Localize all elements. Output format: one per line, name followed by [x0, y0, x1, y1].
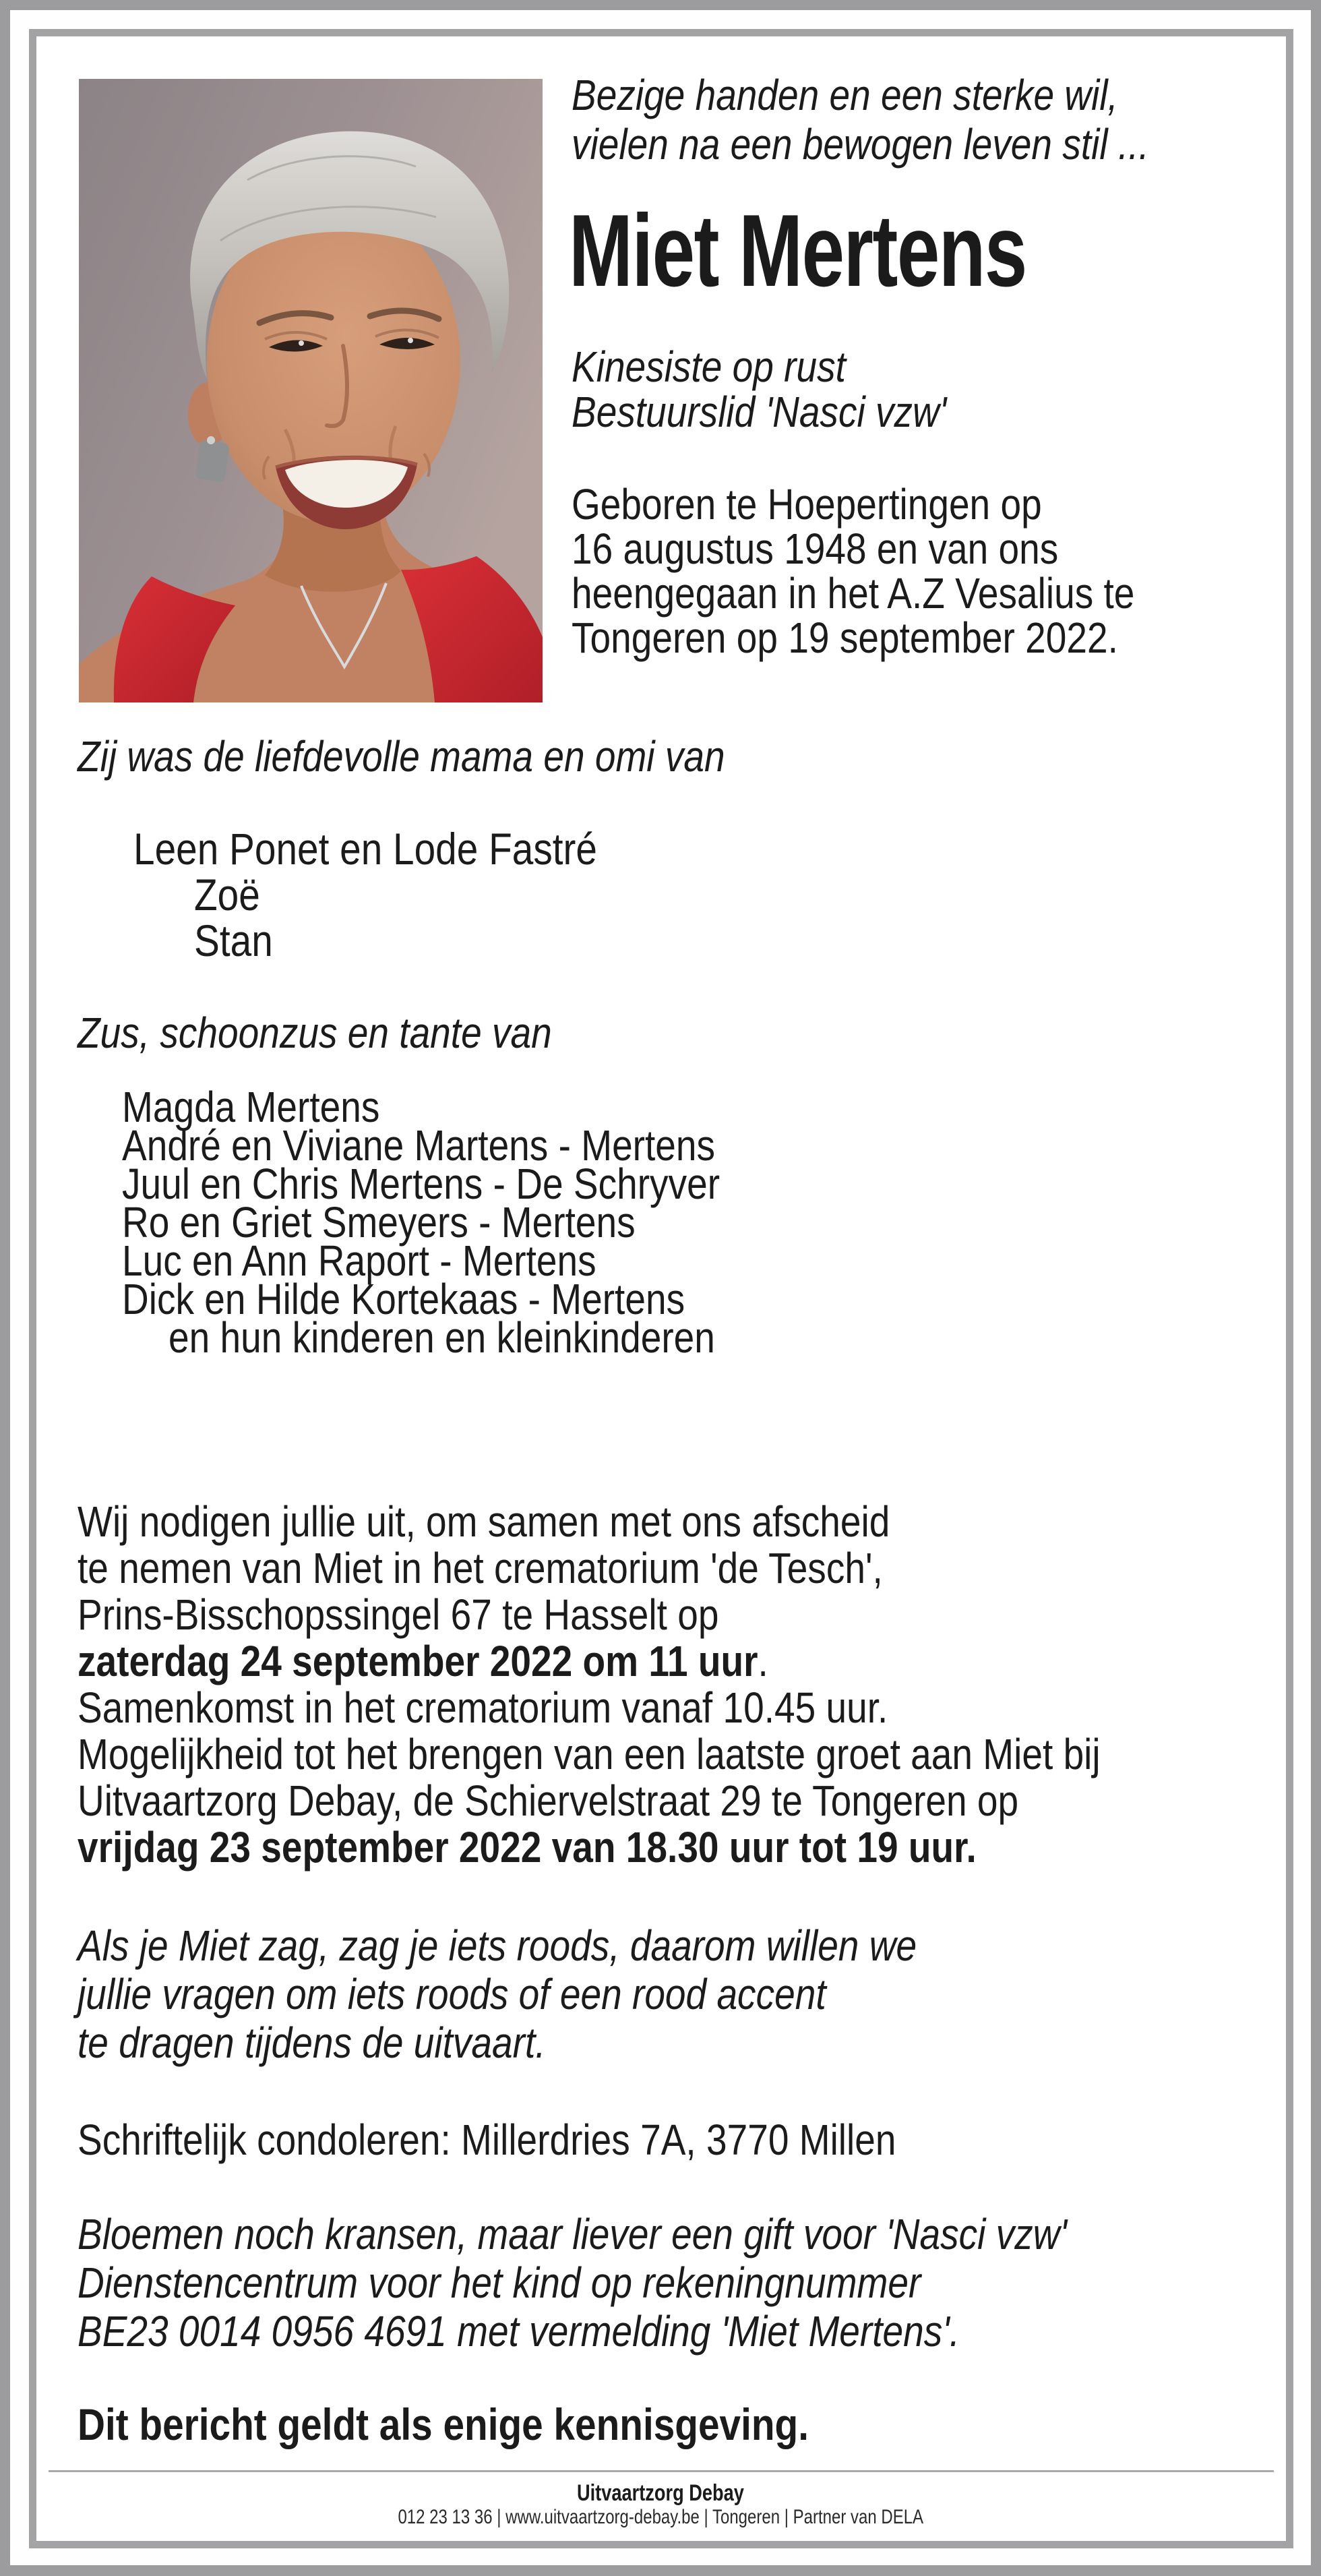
visitation-date-bold: vrijdag 23 september 2022 van 18.30 uur tot 19 uur.	[78, 1823, 977, 1871]
sibling-line-6: Dick en Hilde Kortekaas - Mertens	[122, 1275, 685, 1323]
siblings-list	[122, 1083, 817, 1362]
child-line-2: Zoë	[194, 870, 260, 920]
condolence-line: Schriftelijk condoleren: Millerdries 7A, 3770 Millen	[78, 2116, 896, 2164]
ceremony-line-6: Mogelijkheid tot het brengen van een laatste groet aan Miet bij	[78, 1730, 1101, 1778]
memorial-quote	[572, 71, 1243, 169]
list-item	[133, 872, 673, 918]
portrait-photo	[79, 79, 543, 702]
portrait-illustration	[79, 79, 543, 702]
ceremony-date-suffix: .	[758, 1637, 768, 1685]
sibling-line-7: en hun kinderen en kleinkinderen	[168, 1313, 715, 1362]
red-request-line-2: jullie vragen om iets roods of een rood accent	[78, 1970, 826, 2018]
list-item	[133, 826, 673, 872]
donation-line-1: Bloemen noch kransen, maar liever een gift voor 'Nasci vzw'	[78, 2210, 1067, 2258]
sibling-line-5: Luc en Ann Raport - Mertens	[122, 1236, 596, 1285]
funeral-home-contact: 012 23 13 36 | www.uitvaartzorg-debay.be | Tongeren | Partner van DELA	[398, 2506, 923, 2528]
life-line-2: 16 augustus 1948 en van ons	[572, 525, 1059, 573]
child-line-1: Leen Ponet en Lode Fastré	[133, 824, 597, 874]
memorial-quote-line-1: Bezige handen en een sterke wil,	[572, 71, 1118, 119]
donation-line-2: Dienstencentrum voor het kind op rekeningnummer	[78, 2258, 921, 2307]
sibling-line-2: André en Viviane Martens - Mertens	[122, 1121, 716, 1170]
footer-divider	[49, 2470, 1274, 2472]
only-notice-statement	[78, 2401, 928, 2448]
red-request-line-1: Als je Miet zag, zag je iets roods, daarom willen we	[78, 1921, 917, 1970]
ceremony-line-1: Wij nodigen jullie uit, om samen met ons afscheid	[78, 1497, 890, 1546]
life-dates	[572, 482, 1226, 660]
ceremony-line-2: te nemen van Miet in het crematorium 'de Tesch',	[78, 1544, 883, 1592]
child-line-3: Stan	[194, 916, 273, 965]
list-item	[122, 1313, 817, 1362]
only-notice-text: Dit bericht geldt als enige kennisgeving.	[78, 2399, 809, 2449]
mama-intro-text: Zij was de liefdevolle mama en omi van	[78, 732, 725, 781]
list-item	[133, 918, 673, 963]
deceased-name: Miet Mertens	[569, 193, 1026, 308]
children-list	[133, 826, 673, 963]
life-line-3: heengegaan in het A.Z Vesalius te	[572, 569, 1135, 618]
role-kinesiste: Kinesiste op rust	[572, 342, 846, 391]
mama-intro	[78, 733, 830, 780]
sibling-line-4: Ro en Griet Smeyers - Mertens	[122, 1198, 636, 1247]
deceased-roles	[572, 342, 1008, 436]
siblings-intro-text: Zus, schoonzus en tante van	[78, 1009, 552, 1057]
funeral-home-footer	[36, 2481, 1285, 2528]
ceremony-details	[78, 1499, 1267, 1871]
deceased-name-block	[569, 193, 1179, 308]
sibling-line-1: Magda Mertens	[122, 1083, 380, 1131]
life-line-4: Tongeren op 19 september 2022.	[572, 613, 1118, 662]
ceremony-line-7: Uitvaartzorg Debay, de Schiervelstraat 29 te Tongeren op	[78, 1776, 1019, 1825]
role-bestuurslid: Bestuurslid 'Nasci vzw'	[572, 388, 947, 436]
memorial-quote-line-2: vielen na een bewogen leven stil ...	[572, 120, 1149, 169]
life-line-1: Geboren te Hoepertingen op	[572, 480, 1042, 529]
ceremony-line-3: Prins-Bisschopssingel 67 te Hasselt op	[78, 1590, 719, 1639]
donation-line-3: BE23 0014 0956 4691 met vermelding 'Miet Mertens'.	[78, 2307, 960, 2356]
ceremony-date-line	[78, 1638, 768, 1685]
sibling-line-3: Juul en Chris Mertens - De Schryver	[122, 1160, 720, 1208]
ceremony-date-bold: zaterdag 24 september 2022 om 11 uur	[78, 1637, 758, 1685]
red-request-line-3: te dragen tijdens de uitvaart.	[78, 2018, 546, 2067]
siblings-intro	[78, 1009, 629, 1056]
funeral-home-name: Uitvaartzorg Debay	[577, 2480, 744, 2506]
condolence-address	[78, 2116, 1029, 2163]
donation-request	[78, 2210, 1228, 2356]
red-accent-request	[78, 1921, 1053, 2067]
ceremony-line-5: Samenkomst in het crematorium vanaf 10.45 uur.	[78, 1683, 888, 1732]
